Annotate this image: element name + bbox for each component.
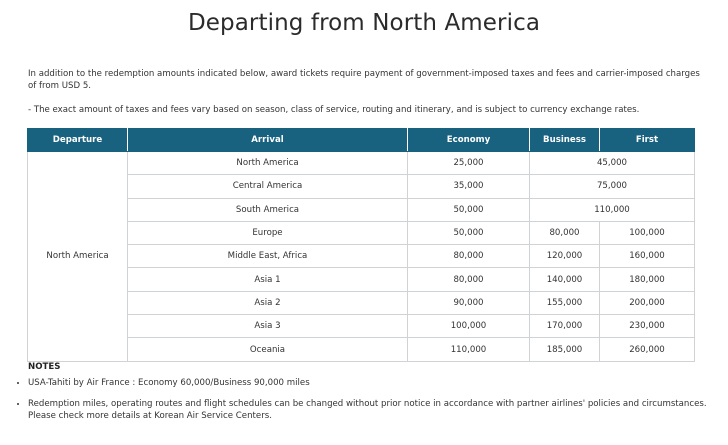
- table-row: [28, 221, 695, 244]
- first-cell: 260,000: [600, 338, 695, 361]
- taxes-note: - The exact amount of taxes and fees vary based on season, class of service, routing and itinerary, and is subject to currency exchange rates.: [28, 105, 640, 115]
- business-cell: 170,000: [530, 315, 600, 338]
- table-row: [28, 245, 695, 268]
- economy-cell: 80,000: [408, 268, 530, 291]
- business-cell: 120,000: [530, 245, 600, 268]
- note-item: • Redemption miles, operating routes and flight schedules can be changed without prior notice in accordance with partner airlines' policies and circumstances. Please check more details at Korean Air Service Centers.: [28, 398, 718, 422]
- economy-cell: 35,000: [408, 175, 530, 198]
- arrival-cell: South America: [128, 198, 408, 221]
- notes-title: NOTES: [28, 362, 61, 372]
- table-header-row: [28, 129, 695, 152]
- notes-list: [14, 377, 718, 422]
- business-cell: 140,000: [530, 268, 600, 291]
- table-row: [28, 152, 695, 175]
- table-row: [28, 198, 695, 221]
- economy-cell: 80,000: [408, 245, 530, 268]
- first-cell: 160,000: [600, 245, 695, 268]
- business-cell: 185,000: [530, 338, 600, 361]
- intro-text: In addition to the redemption amounts indicated below, award tickets require payment of government-imposed taxes and fees and carrier-imposed charges of from USD 5.: [28, 69, 700, 91]
- award-table: [27, 128, 695, 362]
- business-cell: 155,000: [530, 291, 600, 314]
- arrival-cell: Asia 1: [128, 268, 408, 291]
- table-row: [28, 291, 695, 314]
- business-cell: 80,000: [530, 221, 600, 244]
- economy-cell: 100,000: [408, 315, 530, 338]
- header-departure: Departure: [28, 129, 128, 152]
- arrival-cell: Central America: [128, 175, 408, 198]
- table-row: [28, 175, 695, 198]
- arrival-cell: Asia 2: [128, 291, 408, 314]
- economy-cell: 110,000: [408, 338, 530, 361]
- arrival-cell: North America: [128, 152, 408, 175]
- economy-cell: 25,000: [408, 152, 530, 175]
- note-item: • USA-Tahiti by Air France : Economy 60,000/Business 90,000 miles: [28, 377, 718, 389]
- first-cell: 180,000: [600, 268, 695, 291]
- table-row: [28, 315, 695, 338]
- economy-cell: 50,000: [408, 198, 530, 221]
- departure-cell: North America: [28, 152, 128, 362]
- arrival-cell: Asia 3: [128, 315, 408, 338]
- arrival-cell: Europe: [128, 221, 408, 244]
- header-economy: Economy: [408, 129, 530, 152]
- business-first-cell: 45,000: [530, 152, 695, 175]
- table-row: [28, 338, 695, 361]
- header-business: Business: [530, 129, 600, 152]
- first-cell: 100,000: [600, 221, 695, 244]
- page-title: Departing from North America: [187, 10, 541, 36]
- business-first-cell: 110,000: [530, 198, 695, 221]
- table-row: [28, 268, 695, 291]
- economy-cell: 90,000: [408, 291, 530, 314]
- header-arrival: Arrival: [128, 129, 408, 152]
- business-first-cell: 75,000: [530, 175, 695, 198]
- arrival-cell: Oceania: [128, 338, 408, 361]
- arrival-cell: Middle East, Africa: [128, 245, 408, 268]
- header-first: First: [600, 129, 695, 152]
- first-cell: 230,000: [600, 315, 695, 338]
- economy-cell: 50,000: [408, 221, 530, 244]
- first-cell: 200,000: [600, 291, 695, 314]
